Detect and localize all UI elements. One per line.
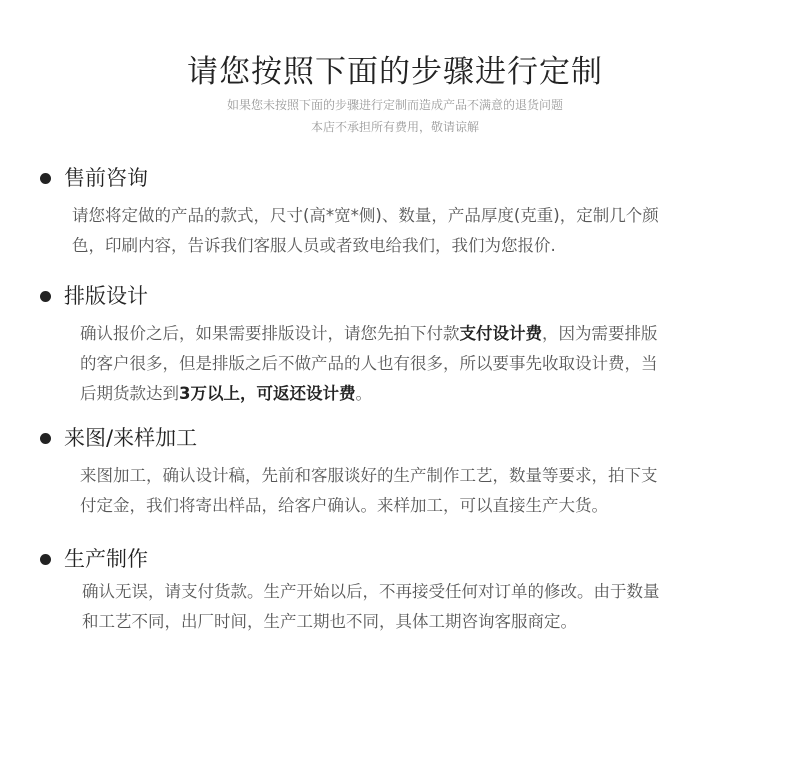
page-subtitle-line2: 本店不承担所有费用，敬请谅解: [310, 120, 479, 134]
body-line: 后期货款达到3万以上，可返还设计费。: [80, 384, 372, 403]
section-title: 生产制作: [64, 547, 148, 571]
body-line: 付定金，我们将寄出样品，给客户确认。来样加工，可以直接生产大货。: [80, 496, 608, 515]
section-title: 排版设计: [64, 284, 148, 308]
refund-condition-emphasis: 3万以上，可返还设计费: [179, 384, 356, 403]
body-line: 确认报价之后，如果需要排版设计，请您先拍下付款支付设计费，因为需要排版: [80, 324, 658, 343]
section-custom-processing: [0, 423, 790, 515]
bullet-dot-icon: [40, 173, 51, 184]
section-body: [80, 319, 760, 409]
page-header: [0, 50, 790, 138]
page-title: 请您按照下面的步骤进行定制: [187, 54, 603, 90]
body-line: 和工艺不同，出厂时间，生产工期也不同，具体工期咨询客服商定。: [82, 612, 577, 631]
section-body: [80, 461, 760, 521]
body-line: 来图加工，确认设计稿，先前和客服谈好的生产制作工艺，数量等要求，拍下支: [80, 466, 658, 485]
bullet-dot-icon: [40, 291, 51, 302]
section-production: [0, 544, 790, 631]
page-subtitle-line1: 如果您未按照下面的步骤进行定制而造成产品不满意的退货问题: [226, 98, 563, 112]
section-title: 来图/来样加工: [64, 426, 198, 450]
body-line: 的客户很多，但是排版之后不做产品的人也有很多，所以要事先收取设计费，当: [80, 354, 658, 373]
body-line: 请您将定做的产品的款式，尺寸(高*宽*侧)、数量，产品厚度(克重)，定制几个颜: [72, 206, 659, 225]
section-layout-design: [0, 281, 790, 403]
section-body: [72, 201, 752, 261]
bullet-dot-icon: [40, 554, 51, 565]
bullet-dot-icon: [40, 433, 51, 444]
section-title: 售前咨询: [64, 166, 148, 190]
section-presale-consult: [0, 163, 790, 255]
body-line: 色，印刷内容，告诉我们客服人员或者致电给我们，我们为您报价.: [72, 236, 556, 255]
body-line: 确认无误，请支付货款。生产开始以后，不再接受任何对订单的修改。由于数量: [82, 582, 660, 601]
section-body: [82, 577, 762, 637]
design-fee-emphasis: 支付设计费: [459, 324, 542, 343]
